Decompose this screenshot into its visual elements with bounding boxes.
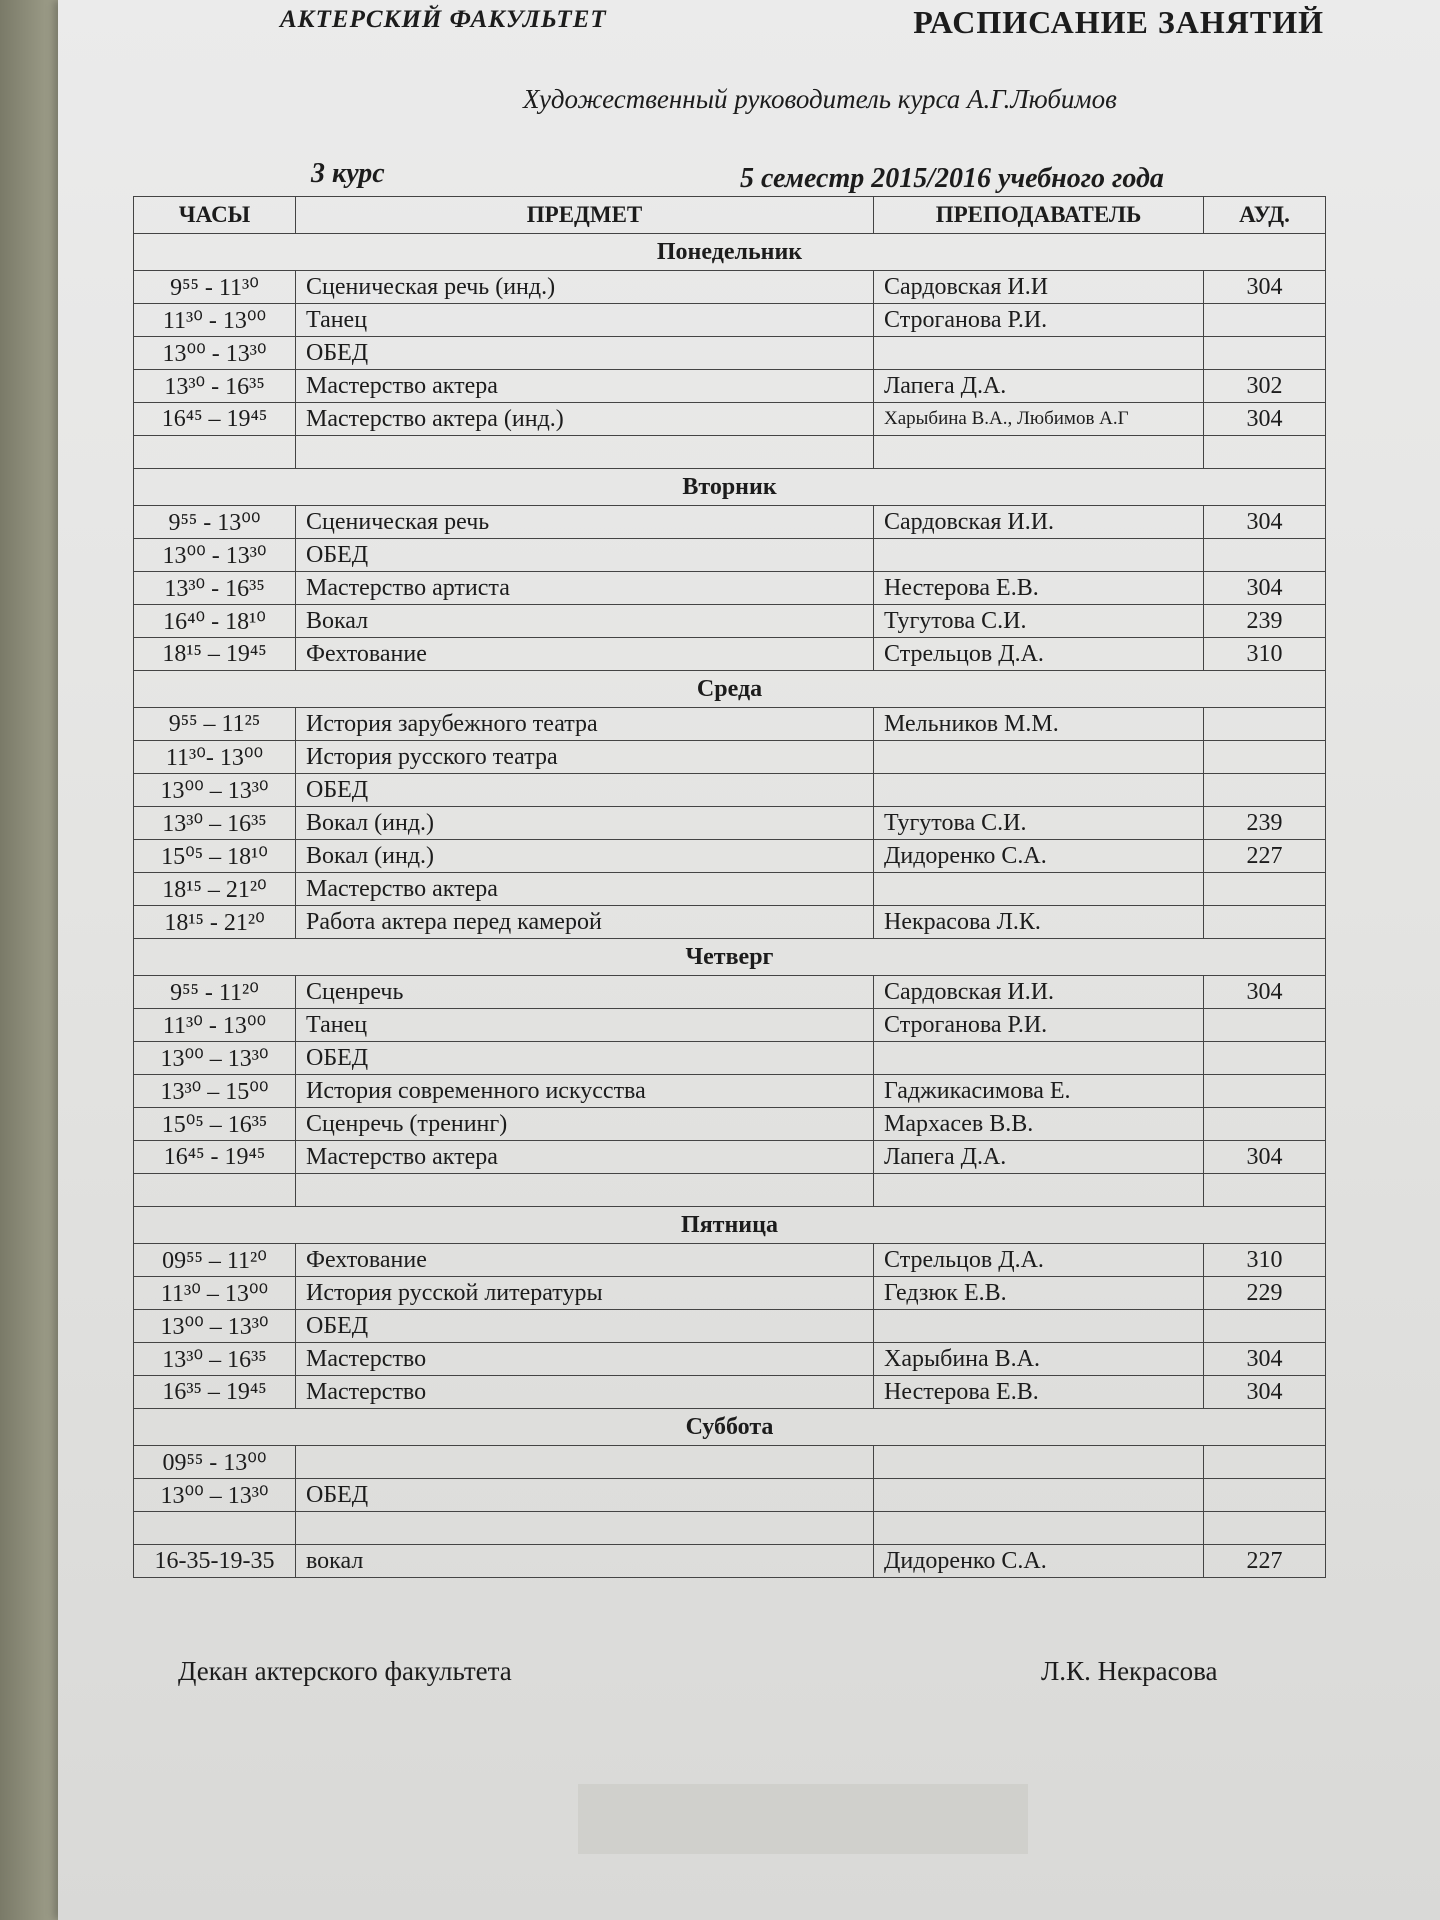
subject-cell: Мастерство актера (инд.)	[296, 403, 874, 436]
column-header-teacher: ПРЕПОДАВАТЕЛЬ	[874, 197, 1204, 234]
room-cell: 310	[1204, 638, 1326, 671]
subject-cell	[296, 1512, 874, 1545]
time-cell: 09⁵⁵ - 13⁰⁰	[134, 1446, 296, 1479]
time-cell: 13³⁰ - 16³⁵	[134, 572, 296, 605]
room-cell: 310	[1204, 1244, 1326, 1277]
teacher-cell	[874, 1479, 1204, 1512]
time-cell: 13⁰⁰ – 13³⁰	[134, 1310, 296, 1343]
teacher-cell: Сардовская И.И	[874, 271, 1204, 304]
table-row	[134, 1277, 1326, 1310]
subject-cell: Мастерство артиста	[296, 572, 874, 605]
room-cell	[1204, 1446, 1326, 1479]
time-cell: 13⁰⁰ - 13³⁰	[134, 337, 296, 370]
subject-cell: Мастерство актера	[296, 1141, 874, 1174]
time-cell: 18¹⁵ – 21²⁰	[134, 873, 296, 906]
time-cell: 16⁴⁵ - 19⁴⁵	[134, 1141, 296, 1174]
subject-cell: Сценическая речь	[296, 506, 874, 539]
dean-title: Декан актерского факультета	[178, 1656, 512, 1686]
subject-cell: ОБЕД	[296, 1310, 874, 1343]
day-header-row	[134, 1409, 1326, 1446]
day-header-row	[134, 234, 1326, 271]
table-row	[134, 304, 1326, 337]
table-row	[134, 605, 1326, 638]
table-row	[134, 572, 1326, 605]
room-cell	[1204, 741, 1326, 774]
subject-cell: Сценическая речь (инд.)	[296, 271, 874, 304]
table-row	[134, 271, 1326, 304]
teacher-cell: Дидоренко С.А.	[874, 840, 1204, 873]
day-header-row	[134, 939, 1326, 976]
teacher-cell	[874, 539, 1204, 572]
room-cell: 304	[1204, 1343, 1326, 1376]
teacher-cell: Мархасев В.В.	[874, 1108, 1204, 1141]
teacher-cell	[874, 436, 1204, 469]
table-row	[134, 506, 1326, 539]
table-row	[134, 840, 1326, 873]
subject-cell: Вокал (инд.)	[296, 840, 874, 873]
subject-cell: Мастерство актера	[296, 873, 874, 906]
time-cell: 13⁰⁰ – 13³⁰	[134, 774, 296, 807]
teacher-cell: Сардовская И.И.	[874, 506, 1204, 539]
teacher-cell: Стрельцов Д.А.	[874, 1244, 1204, 1277]
column-header-time: ЧАСЫ	[134, 197, 296, 234]
table-row	[134, 1343, 1326, 1376]
subject-cell: вокал	[296, 1545, 874, 1578]
schedule-title: РАСПИСАНИЕ ЗАНЯТИЙ	[913, 4, 1324, 40]
table-row	[134, 337, 1326, 370]
time-cell: 11³⁰ – 13⁰⁰	[134, 1277, 296, 1310]
room-cell: 227	[1204, 840, 1326, 873]
teacher-cell: Нестерова Е.В.	[874, 1376, 1204, 1409]
table-row	[134, 774, 1326, 807]
course-year: 3 курс	[311, 158, 385, 189]
room-cell	[1204, 1512, 1326, 1545]
schedule-table	[133, 196, 1326, 1578]
schedule-body	[134, 234, 1326, 1578]
time-cell: 15⁰⁵ – 16³⁵	[134, 1108, 296, 1141]
teacher-cell: Тугутова С.И.	[874, 605, 1204, 638]
subject-cell: История современного искусства	[296, 1075, 874, 1108]
table-header-row	[134, 197, 1326, 234]
teacher-cell	[874, 1446, 1204, 1479]
teacher-cell: Мельников М.М.	[874, 708, 1204, 741]
room-cell	[1204, 304, 1326, 337]
time-cell: 16⁴⁵ – 19⁴⁵	[134, 403, 296, 436]
time-cell: 16³⁵ – 19⁴⁵	[134, 1376, 296, 1409]
subject-cell: История зарубежного театра	[296, 708, 874, 741]
subject-cell: ОБЕД	[296, 1042, 874, 1075]
table-row	[134, 1141, 1326, 1174]
room-cell: 302	[1204, 370, 1326, 403]
time-cell: 09⁵⁵ – 11²⁰	[134, 1244, 296, 1277]
day-name: Суббота	[134, 1409, 1326, 1446]
teacher-cell: Гедзюк Е.В.	[874, 1277, 1204, 1310]
subject-cell: Фехтование	[296, 1244, 874, 1277]
table-row	[134, 1545, 1326, 1578]
room-cell	[1204, 1009, 1326, 1042]
teacher-cell: Дидоренко С.А.	[874, 1545, 1204, 1578]
teacher-cell	[874, 873, 1204, 906]
table-row	[134, 1075, 1326, 1108]
time-cell: 11³⁰- 13⁰⁰	[134, 741, 296, 774]
subject-cell: Вокал (инд.)	[296, 807, 874, 840]
table-row	[134, 539, 1326, 572]
teacher-cell: Нестерова Е.В.	[874, 572, 1204, 605]
table-row	[134, 708, 1326, 741]
room-cell	[1204, 539, 1326, 572]
table-row	[134, 1174, 1326, 1207]
subject-cell: ОБЕД	[296, 1479, 874, 1512]
day-name: Пятница	[134, 1207, 1326, 1244]
schedule-sheet	[58, 0, 1440, 1920]
time-cell: 13⁰⁰ – 13³⁰	[134, 1479, 296, 1512]
course-supervisor: Художественный руководитель курса А.Г.Любимов	[523, 84, 1117, 114]
time-cell: 9⁵⁵ – 11²⁵	[134, 708, 296, 741]
teacher-cell: Сардовская И.И.	[874, 976, 1204, 1009]
room-cell	[1204, 873, 1326, 906]
room-cell: 304	[1204, 506, 1326, 539]
day-name: Среда	[134, 671, 1326, 708]
table-row	[134, 370, 1326, 403]
time-cell: 13⁰⁰ - 13³⁰	[134, 539, 296, 572]
time-cell: 9⁵⁵ - 11²⁰	[134, 976, 296, 1009]
table-row	[134, 1479, 1326, 1512]
subject-cell: История русского театра	[296, 741, 874, 774]
adhesive-tape	[578, 1784, 1028, 1854]
time-cell: 18¹⁵ – 19⁴⁵	[134, 638, 296, 671]
room-cell	[1204, 1479, 1326, 1512]
room-cell: 304	[1204, 271, 1326, 304]
room-cell	[1204, 1075, 1326, 1108]
teacher-cell: Тугутова С.И.	[874, 807, 1204, 840]
time-cell	[134, 436, 296, 469]
time-cell: 9⁵⁵ - 11³⁰	[134, 271, 296, 304]
table-row	[134, 976, 1326, 1009]
teacher-cell	[874, 1042, 1204, 1075]
dean-name: Л.К. Некрасова	[1041, 1656, 1218, 1686]
subject-cell: Работа актера перед камерой	[296, 906, 874, 939]
time-cell: 16⁴⁰ - 18¹⁰	[134, 605, 296, 638]
room-cell	[1204, 708, 1326, 741]
teacher-cell: Стрельцов Д.А.	[874, 638, 1204, 671]
time-cell: 16-35-19-35	[134, 1545, 296, 1578]
room-cell: 304	[1204, 1376, 1326, 1409]
table-row	[134, 873, 1326, 906]
table-row	[134, 741, 1326, 774]
subject-cell	[296, 436, 874, 469]
room-cell: 239	[1204, 605, 1326, 638]
room-cell: 304	[1204, 403, 1326, 436]
time-cell: 13³⁰ – 15⁰⁰	[134, 1075, 296, 1108]
subject-cell: Вокал	[296, 605, 874, 638]
time-cell: 11³⁰ - 13⁰⁰	[134, 304, 296, 337]
teacher-cell: Харыбина В.А., Любимов А.Г	[874, 403, 1204, 436]
room-cell	[1204, 1310, 1326, 1343]
subject-cell: Танец	[296, 1009, 874, 1042]
subject-cell: ОБЕД	[296, 539, 874, 572]
subject-cell: ОБЕД	[296, 337, 874, 370]
table-row	[134, 1244, 1326, 1277]
subject-cell: Мастерство	[296, 1376, 874, 1409]
teacher-cell	[874, 1310, 1204, 1343]
teacher-cell: Гаджикасимова Е.	[874, 1075, 1204, 1108]
subject-cell: Фехтование	[296, 638, 874, 671]
subject-cell: Мастерство актера	[296, 370, 874, 403]
room-cell: 304	[1204, 1141, 1326, 1174]
day-name: Вторник	[134, 469, 1326, 506]
column-header-room: АУД.	[1204, 197, 1326, 234]
teacher-cell: Лапега Д.А.	[874, 370, 1204, 403]
day-name: Четверг	[134, 939, 1326, 976]
subject-cell: Танец	[296, 304, 874, 337]
table-row	[134, 1009, 1326, 1042]
day-header-row	[134, 671, 1326, 708]
teacher-cell: Строганова Р.И.	[874, 304, 1204, 337]
table-row	[134, 1376, 1326, 1409]
time-cell: 18¹⁵ - 21²⁰	[134, 906, 296, 939]
subject-cell: Сценречь (тренинг)	[296, 1108, 874, 1141]
teacher-cell: Харыбина В.А.	[874, 1343, 1204, 1376]
teacher-cell: Лапега Д.А.	[874, 1141, 1204, 1174]
teacher-cell	[874, 1512, 1204, 1545]
subject-cell	[296, 1446, 874, 1479]
teacher-cell	[874, 741, 1204, 774]
room-cell	[1204, 1108, 1326, 1141]
time-cell	[134, 1512, 296, 1545]
table-row	[134, 1108, 1326, 1141]
subject-cell	[296, 1174, 874, 1207]
room-cell	[1204, 1042, 1326, 1075]
faculty-heading: АКТЕРСКИЙ ФАКУЛЬТЕТ	[280, 6, 607, 33]
table-row	[134, 906, 1326, 939]
room-cell	[1204, 337, 1326, 370]
room-cell	[1204, 436, 1326, 469]
room-cell	[1204, 1174, 1326, 1207]
table-row	[134, 1446, 1326, 1479]
day-header-row	[134, 469, 1326, 506]
day-name: Понедельник	[134, 234, 1326, 271]
subject-cell: Мастерство	[296, 1343, 874, 1376]
table-row	[134, 1310, 1326, 1343]
time-cell: 13³⁰ – 16³⁵	[134, 807, 296, 840]
teacher-cell	[874, 774, 1204, 807]
subject-cell: ОБЕД	[296, 774, 874, 807]
time-cell: 15⁰⁵ – 18¹⁰	[134, 840, 296, 873]
day-header-row	[134, 1207, 1326, 1244]
semester-info: 5 семестр 2015/2016 учебного года	[740, 163, 1164, 194]
column-header-subject: ПРЕДМЕТ	[296, 197, 874, 234]
room-cell: 304	[1204, 572, 1326, 605]
table-row	[134, 807, 1326, 840]
table-row	[134, 1512, 1326, 1545]
time-cell: 13³⁰ - 16³⁵	[134, 370, 296, 403]
time-cell	[134, 1174, 296, 1207]
room-cell: 239	[1204, 807, 1326, 840]
table-row	[134, 1042, 1326, 1075]
time-cell: 13⁰⁰ – 13³⁰	[134, 1042, 296, 1075]
subject-cell: Сценречь	[296, 976, 874, 1009]
room-cell	[1204, 774, 1326, 807]
room-cell: 227	[1204, 1545, 1326, 1578]
teacher-cell: Некрасова Л.К.	[874, 906, 1204, 939]
time-cell: 11³⁰ - 13⁰⁰	[134, 1009, 296, 1042]
table-row	[134, 403, 1326, 436]
teacher-cell	[874, 337, 1204, 370]
teacher-cell	[874, 1174, 1204, 1207]
room-cell: 304	[1204, 976, 1326, 1009]
time-cell: 9⁵⁵ - 13⁰⁰	[134, 506, 296, 539]
table-row	[134, 436, 1326, 469]
room-cell	[1204, 906, 1326, 939]
room-cell: 229	[1204, 1277, 1326, 1310]
teacher-cell: Строганова Р.И.	[874, 1009, 1204, 1042]
subject-cell: История русской литературы	[296, 1277, 874, 1310]
time-cell: 13³⁰ – 16³⁵	[134, 1343, 296, 1376]
table-row	[134, 638, 1326, 671]
